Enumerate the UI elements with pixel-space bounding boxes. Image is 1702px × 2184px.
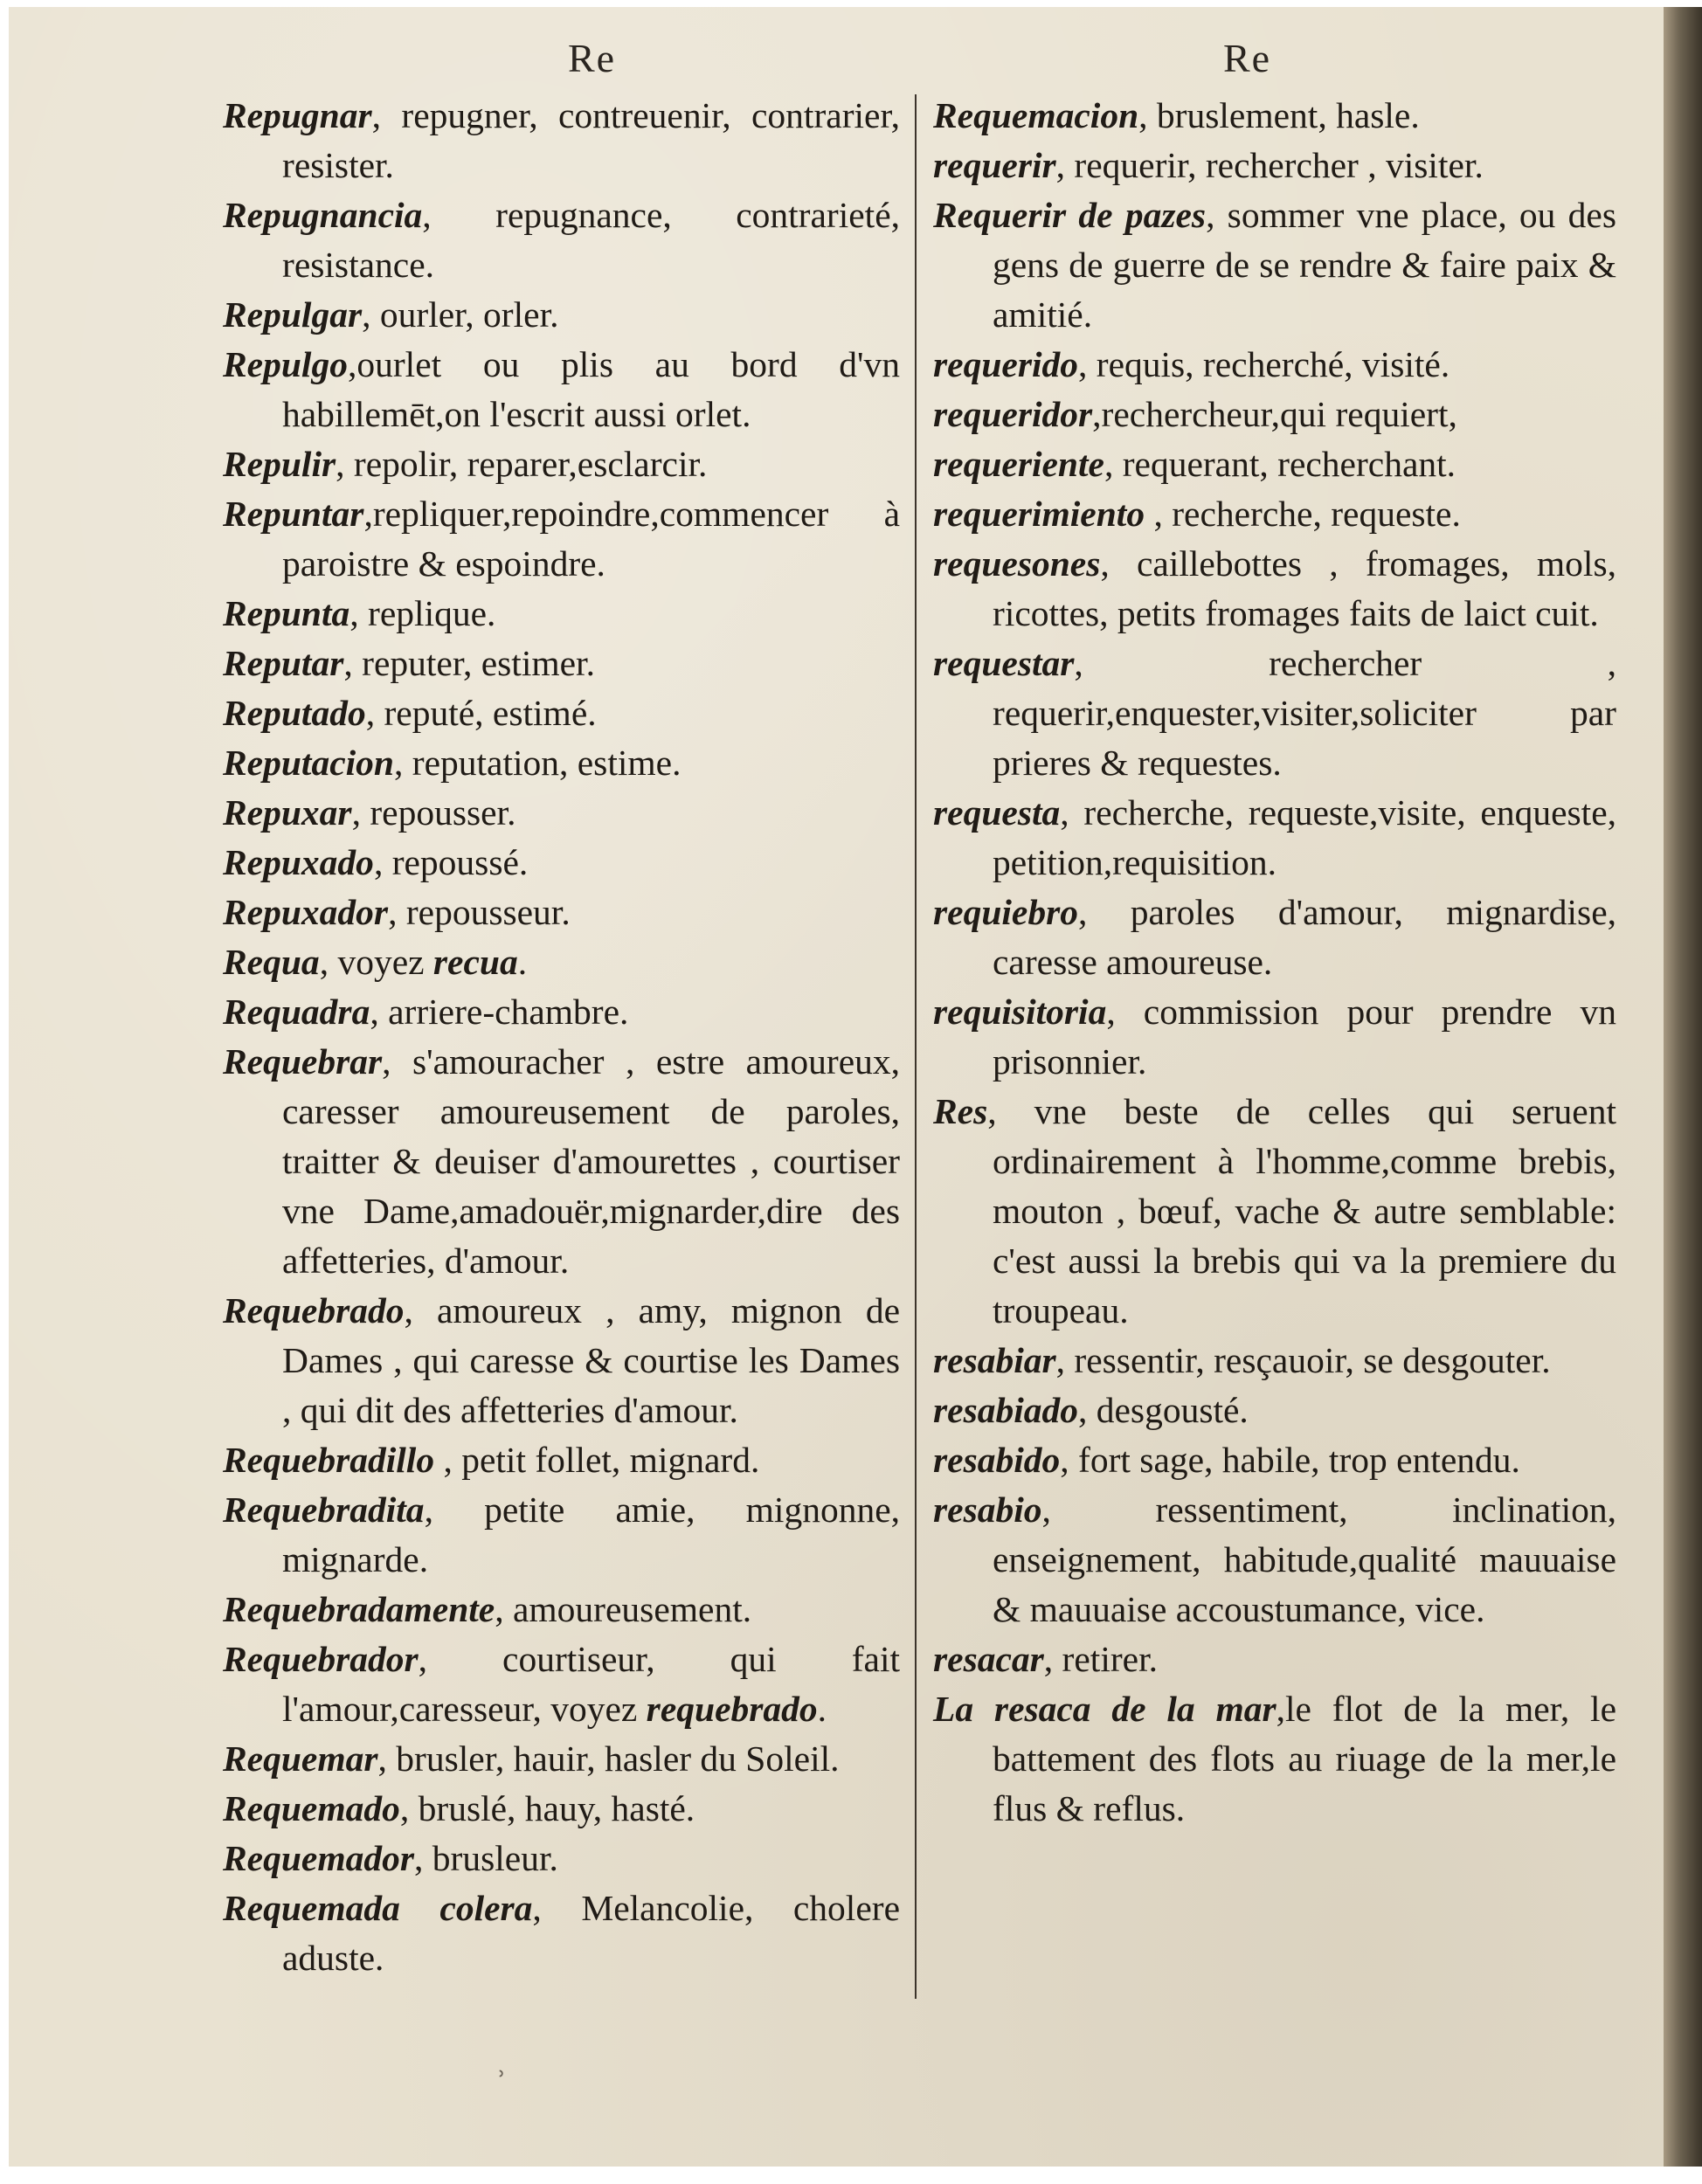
entry-headword: requiebro	[933, 892, 1078, 932]
entry-headword: Repulir	[223, 444, 336, 484]
entry-headword: Requemada colera	[223, 1888, 533, 1928]
entry-definition: , recherche, requeste,visite, enqueste, petition,requisition.	[993, 792, 1616, 882]
entry-headword: Reputacion	[223, 743, 394, 783]
entry-definition: , amoureux , amy, mignon de Dames , qui caresse & courtise les Dames , qui dit des affetteries d'amour.	[282, 1290, 900, 1430]
dictionary-entry	[223, 290, 900, 340]
dictionary-entry	[933, 1435, 1616, 1485]
entry-headword: Requemado	[223, 1788, 400, 1828]
dictionary-entry	[223, 340, 900, 439]
entry-definition: , reputer, estimer.	[343, 643, 595, 683]
entry-definition: , brusler, hauir, hasler du Soleil.	[377, 1738, 840, 1779]
entry-definition: , commission pour prendre vn prisonnier.	[993, 992, 1616, 1082]
entry-definition: , recherche, requeste.	[1145, 494, 1461, 534]
right-column	[933, 91, 1616, 1834]
entry-headword: requerimiento	[933, 494, 1145, 534]
entry-headword: Requerir de pazes	[933, 195, 1207, 235]
book-spine-shadow	[1664, 7, 1702, 2167]
entry-definition: , replique.	[349, 593, 496, 633]
entry-headword: requestar	[933, 643, 1075, 683]
entry-definition: , repugner, contreuenir, contrarier, resister.	[282, 95, 900, 185]
entry-headword: Repuxar	[223, 792, 352, 833]
entry-definition: , ressentir, resçauoir, se desgouter.	[1055, 1340, 1551, 1380]
entry-definition: , bruslé, hauy, hasté.	[399, 1788, 695, 1828]
entry-headword: Requebrado	[223, 1290, 405, 1330]
entry-definition: ,ourlet ou plis au bord d'vn habillemēt,on l'escrit aussi orlet.	[282, 344, 900, 434]
entry-headword: requeridor	[933, 394, 1093, 434]
dictionary-entry	[933, 439, 1616, 489]
dictionary-entry	[223, 1037, 900, 1286]
dictionary-entry	[933, 987, 1616, 1087]
entry-cross-reference: requebrado	[646, 1689, 818, 1729]
left-column	[223, 91, 900, 1983]
dictionary-entry	[223, 1834, 900, 1883]
dictionary-entry	[223, 190, 900, 290]
entry-headword: requerido	[933, 344, 1078, 384]
entry-definition: , ourler, orler.	[362, 294, 559, 335]
dictionary-entry	[933, 788, 1616, 888]
entry-headword: Res	[933, 1091, 988, 1131]
entry-definition: , repoussé.	[373, 842, 529, 882]
dictionary-entry	[223, 91, 900, 190]
entry-definition-tail: .	[517, 942, 528, 982]
dictionary-entry	[223, 1286, 900, 1435]
entry-definition: , petite amie, mignonne, mignarde.	[282, 1489, 900, 1579]
entry-headword: Requebradamente	[223, 1589, 495, 1629]
entry-definition: , petit follet, mignard.	[434, 1440, 760, 1480]
dictionary-entry	[933, 639, 1616, 788]
dictionary-entry	[223, 1784, 900, 1834]
entry-headword: resabido	[933, 1440, 1061, 1480]
entry-definition: , caillebottes , fromages, mols, ricottes, petits fromages faits de laict cuit.	[993, 543, 1616, 633]
entry-headword: Requemacion	[933, 95, 1139, 135]
entry-definition: , requis, recherché, visité.	[1078, 344, 1450, 384]
entry-headword: Requebrar	[223, 1041, 383, 1082]
entry-definition: , s'amouracher , estre amoureux, caresser amoureusement de paroles, traitter & deuiser d'amourettes , courtiser vne Dame,amadouër,mignarder,dire des affetteries, d'amour.	[282, 1041, 900, 1281]
entry-definition: , bruslement, hasle.	[1138, 95, 1420, 135]
entry-headword: Repugnancia	[223, 195, 423, 235]
entry-headword: requerir	[933, 145, 1056, 185]
dictionary-entry	[933, 1635, 1616, 1684]
dictionary-entry	[223, 639, 900, 688]
dictionary-entry	[933, 539, 1616, 639]
dictionary-entry	[223, 439, 900, 489]
entry-headword: Repuxado	[223, 842, 374, 882]
entry-headword: Repunta	[223, 593, 350, 633]
book-page	[9, 7, 1702, 2167]
dictionary-entry	[223, 1635, 900, 1734]
entry-headword: Repugnar	[223, 95, 372, 135]
entry-headword: Requebradita	[223, 1489, 425, 1530]
entry-headword: Repuxador	[223, 892, 389, 932]
dictionary-entry	[223, 589, 900, 639]
entry-definition: , requerir, rechercher , visiter.	[1055, 145, 1484, 185]
dictionary-entry	[223, 1883, 900, 1983]
entry-headword: Requebrador	[223, 1639, 419, 1679]
dictionary-entry	[933, 489, 1616, 539]
entry-definition: , repolir, reparer,esclarcir.	[336, 444, 708, 484]
entry-definition: , courtiseur, qui fait l'amour,caresseur, voyez	[282, 1639, 900, 1729]
entry-definition: , amoureusement.	[495, 1589, 752, 1629]
dictionary-entry	[223, 688, 900, 738]
page-mark: ˒	[498, 2060, 507, 2091]
entry-definition: , arriere-chambre.	[370, 992, 629, 1032]
entry-headword: Requa	[223, 942, 320, 982]
entry-definition: ,le flot de la mer, le battement des flots au riuage de la mer,le flus & reflus.	[993, 1689, 1616, 1828]
dictionary-entry	[223, 1435, 900, 1485]
dictionary-entry	[933, 141, 1616, 190]
entry-headword: Reputar	[223, 643, 344, 683]
dictionary-entry	[223, 1485, 900, 1585]
column-divider	[915, 94, 917, 1999]
entry-definition: , rechercher , requerir,enquester,visiter,soliciter par prieres & requestes.	[993, 643, 1616, 783]
entry-headword: resabiar	[933, 1340, 1056, 1380]
dictionary-entry	[933, 1684, 1616, 1834]
dictionary-entry	[223, 1734, 900, 1784]
entry-headword: resacar	[933, 1639, 1044, 1679]
entry-headword: Requemar	[223, 1738, 378, 1779]
dictionary-entry	[223, 987, 900, 1037]
entry-headword: resabiado	[933, 1390, 1078, 1430]
dictionary-entry	[223, 888, 900, 937]
dictionary-entry	[933, 340, 1616, 390]
dictionary-entry	[223, 788, 900, 838]
entry-definition: , repugnance, contrarieté, resistance.	[282, 195, 900, 285]
entry-definition: , vne beste de celles qui seruent ordinairement à l'homme,comme brebis, mouton , bœuf, vache & autre semblable: c'est aussi la brebis qui va la premiere du troupeau.	[987, 1091, 1616, 1330]
dictionary-entry	[933, 1087, 1616, 1336]
entry-definition: , repousseur.	[388, 892, 571, 932]
entry-headword: Requebradillo	[223, 1440, 435, 1480]
entry-definition: , requerant, recherchant.	[1104, 444, 1456, 484]
running-header-left: Re	[568, 36, 617, 80]
dictionary-entry	[223, 937, 900, 987]
dictionary-entry	[223, 838, 900, 888]
entry-definition: ,repliquer,repoindre,commencer à paroistre & espoindre.	[282, 494, 900, 584]
entry-definition: , ressentiment, inclination, enseignement, habitude,qualité mauuaise & mauuaise accoustumance, vice.	[993, 1489, 1616, 1629]
dictionary-entry	[933, 91, 1616, 141]
entry-headword: requisitoria	[933, 992, 1107, 1032]
dictionary-entry	[223, 738, 900, 788]
dictionary-entry	[933, 390, 1616, 439]
entry-definition: , reputé, estimé.	[365, 693, 597, 733]
dictionary-entry	[933, 1336, 1616, 1386]
entry-definition: , fort sage, habile, trop entendu.	[1060, 1440, 1520, 1480]
dictionary-entry	[933, 190, 1616, 340]
entry-headword: Requemador	[223, 1838, 415, 1878]
entry-definition: , Melancolie, cholere aduste.	[282, 1888, 900, 1978]
entry-definition: , voyez	[319, 942, 433, 982]
dictionary-entry	[223, 1585, 900, 1635]
entry-headword: Repulgo	[223, 344, 348, 384]
dictionary-entry	[223, 489, 900, 589]
entry-headword: requeriente	[933, 444, 1104, 484]
entry-definition: , brusleur.	[414, 1838, 558, 1878]
entry-cross-reference: recua	[432, 942, 518, 982]
entry-headword: requesta	[933, 792, 1061, 833]
running-header-right: Re	[1223, 36, 1272, 80]
entry-definition: , repousser.	[351, 792, 516, 833]
entry-definition: , reputation, estime.	[394, 743, 681, 783]
entry-definition: , desgousté.	[1078, 1390, 1249, 1430]
entry-definition: ,rechercheur,qui requiert,	[1092, 394, 1457, 434]
dictionary-entry	[933, 1485, 1616, 1635]
entry-headword: Repulgar	[223, 294, 363, 335]
entry-headword: requesones	[933, 543, 1101, 584]
entry-headword: Reputado	[223, 693, 366, 733]
dictionary-entry	[933, 888, 1616, 987]
entry-headword: resabio	[933, 1489, 1042, 1530]
entry-headword: Requadra	[223, 992, 370, 1032]
entry-headword: Repuntar	[223, 494, 364, 534]
entry-definition-tail: .	[817, 1689, 827, 1729]
entry-definition: , paroles d'amour, mignardise, caresse amoureuse.	[993, 892, 1616, 982]
entry-headword: La resaca de la mar	[933, 1689, 1276, 1729]
entry-definition: , sommer vne place, ou des gens de guerre de se rendre & faire paix & amitié.	[993, 195, 1616, 335]
dictionary-entry	[933, 1386, 1616, 1435]
entry-definition: , retirer.	[1043, 1639, 1158, 1679]
